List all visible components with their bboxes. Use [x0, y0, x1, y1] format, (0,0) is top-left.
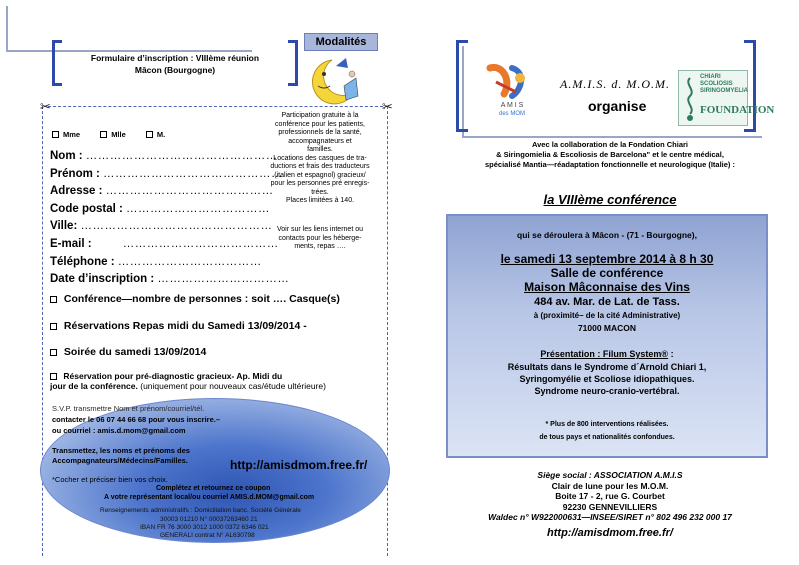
result-line-1: Résultats dans le Syndrome d´Arnold Chiari 1,: [507, 362, 707, 372]
bank-account: 30003 01210 N° 00037263460 21: [160, 516, 258, 523]
cut-line-left: [42, 106, 43, 556]
form-title: Formulaire d’inscription : VIIIème réunion Mâcon (Bourgogne): [90, 53, 260, 75]
organise-label: organise: [588, 98, 647, 114]
event-date: le samedi 13 septembre 2014 à 8 h 30: [500, 252, 714, 266]
event-venue: Maison Mâconnaise des Vins: [524, 280, 690, 294]
checkbox[interactable]: [50, 296, 57, 303]
bank-info: Renseignements administratifs : Domiciliation banc. Société Générale: [100, 507, 301, 514]
contact-email[interactable]: ou courriel : amis.d.mom@gmail.com: [52, 426, 186, 435]
transmit-names: Transmettez, les noms et prénoms des: [52, 446, 190, 455]
amis-logo-text: A M I S: [500, 102, 524, 109]
field-email[interactable]: E-mail : …………………………………: [50, 238, 279, 250]
checkbox[interactable]: [52, 131, 59, 138]
contact-phone: contacter le 06 07 44 66 68 pour vous inscrire.–: [52, 415, 221, 424]
civility-mme[interactable]: Mme: [52, 130, 80, 139]
checkbox[interactable]: [50, 349, 57, 356]
moon-clown-image: [302, 56, 366, 106]
participation-info: Participation gratuite à la conférence pour les patients, professionnels de la santé, accompagnateurs et familles. Locations des casques de tra- ductions et frais des traducteurs (italien et espagnol) gracieux/ pour les personnes pré enregis- trées. Places limitées à 140.: [270, 112, 370, 204]
contact-instruction: S.V.P. transmettre Nom et prénom/courriel/tél.: [52, 404, 205, 413]
bracket-right: [288, 40, 298, 86]
field-telephone[interactable]: Téléphone : ………………………………: [50, 256, 262, 268]
website-link[interactable]: http://amisdmom.free.fr/: [230, 458, 368, 472]
chiari-emblem-icon: [682, 76, 698, 122]
field-prenom[interactable]: Prénom : ………………………………………: [50, 168, 284, 180]
chiari-foundation-text: FOUNDATION: [700, 104, 775, 116]
interventions-note: * Plus de 800 interventions réalisées.: [545, 421, 669, 428]
amis-logo: [482, 62, 542, 118]
cut-line-top: [48, 106, 388, 107]
event-proximity: à (proximité– de la cité Administrative): [533, 311, 681, 320]
head-office: Siège social : ASSOCIATION A.M.I.S Clair de lune pour les M.O.M. Boite 17 - 2, rue G. Courbet 92230 GENNEVILLIERS Waldec n° W922000631—INSEE/SIRET n° 802 496 232 000 17: [488, 470, 732, 522]
hebergement-info: Voir sur les liens internet ou contacts pour les héberge- ments, repas ….: [277, 226, 363, 250]
option-conference[interactable]: Conférence—nombre de personnes : soit …. Casque(s): [50, 293, 340, 305]
field-adresse[interactable]: Adresse : ……………………………………: [50, 185, 274, 197]
civility-m[interactable]: M.: [146, 130, 165, 139]
chiari-title: CHIARI SCOLIOSIS SIRINGOMYELIA: [700, 74, 749, 94]
nationalities-note: de tous pays et nationalités confondues.: [539, 434, 675, 441]
checkbox[interactable]: [146, 131, 153, 138]
field-code-postal[interactable]: Code postal : ………………………………: [50, 203, 271, 215]
bracket-left: [456, 40, 468, 132]
return-address: A votre représentant local/ou courriel AMIS.d.MOM@gmail.com: [104, 494, 315, 501]
amis-logo-sub: des MOM: [498, 111, 526, 117]
civility-options: [52, 130, 183, 139]
checkbox[interactable]: [50, 323, 57, 330]
modalites-label: Modalités: [304, 33, 378, 51]
bracket-left: [52, 40, 62, 86]
field-ville[interactable]: Ville: …………………………………………: [50, 220, 273, 232]
note-check: *Cocher et préciser bien vos choix.: [52, 475, 168, 484]
conference-title: la VIIIème conférence: [543, 192, 677, 207]
website-link-right[interactable]: http://amisdmom.free.fr/: [547, 527, 673, 539]
form-header: [52, 40, 298, 86]
event-location-intro: qui se déroulera à Mâcon - (71 - Bourgogne),: [517, 230, 697, 240]
presentation-title: Présentation : Filum System® :: [540, 349, 674, 359]
cut-line-right: [387, 106, 388, 556]
amis-name: A.M.I.S. d. M.O.M.: [560, 77, 670, 91]
option-repas[interactable]: Réservations Repas midi du Samedi 13/09/2014 -: [50, 320, 307, 332]
scissors-icon: ✂: [382, 99, 393, 114]
event-room: Salle de conférence: [550, 266, 664, 280]
result-line-2: Syringomyélie et Scoliose idiopathiques.: [519, 374, 695, 384]
insurance-contract: GENERALI contrat N° AL630798: [160, 532, 255, 539]
field-date-inscription[interactable]: Date d’inscription : ……………………………: [50, 273, 290, 285]
event-address: 484 av. Mar. de Lat. de Tass.: [534, 296, 680, 308]
civility-mlle[interactable]: Mlle: [100, 130, 126, 139]
checkbox[interactable]: [100, 131, 107, 138]
bank-iban: IBAN FR 76 3000 3012 1000 0372 6346 021: [140, 524, 269, 531]
option-soiree[interactable]: Soirée du samedi 13/09/2014: [50, 346, 206, 358]
scissors-icon: ✂: [40, 99, 51, 114]
transmit-names-2: Accompagnateurs/Médecins/Familles.: [52, 456, 188, 465]
field-nom[interactable]: Nom : …………………………………………: [50, 150, 278, 162]
checkbox[interactable]: [50, 373, 57, 380]
return-coupon: Complétez et retournez ce coupon: [156, 485, 271, 492]
collaboration-text: Avec la collaboration de la Fondation Chiari & Siringomielia & Escoliosis de Barcelona" et le centre médical, spécialisé Mantia—réadaptation fonctionnelle et neurologique (Italie) :: [484, 140, 736, 169]
event-city: 71000 MACON: [577, 323, 637, 333]
result-line-3: Syndrome neuro-cranio-vertébral.: [534, 386, 680, 396]
option-prediagnostic[interactable]: Réservation pour pré-diagnostic gracieux- Ap. Midi du jour de la conférence. (uniquement pour nouveaux cas/étude ultérieure): [50, 371, 326, 391]
